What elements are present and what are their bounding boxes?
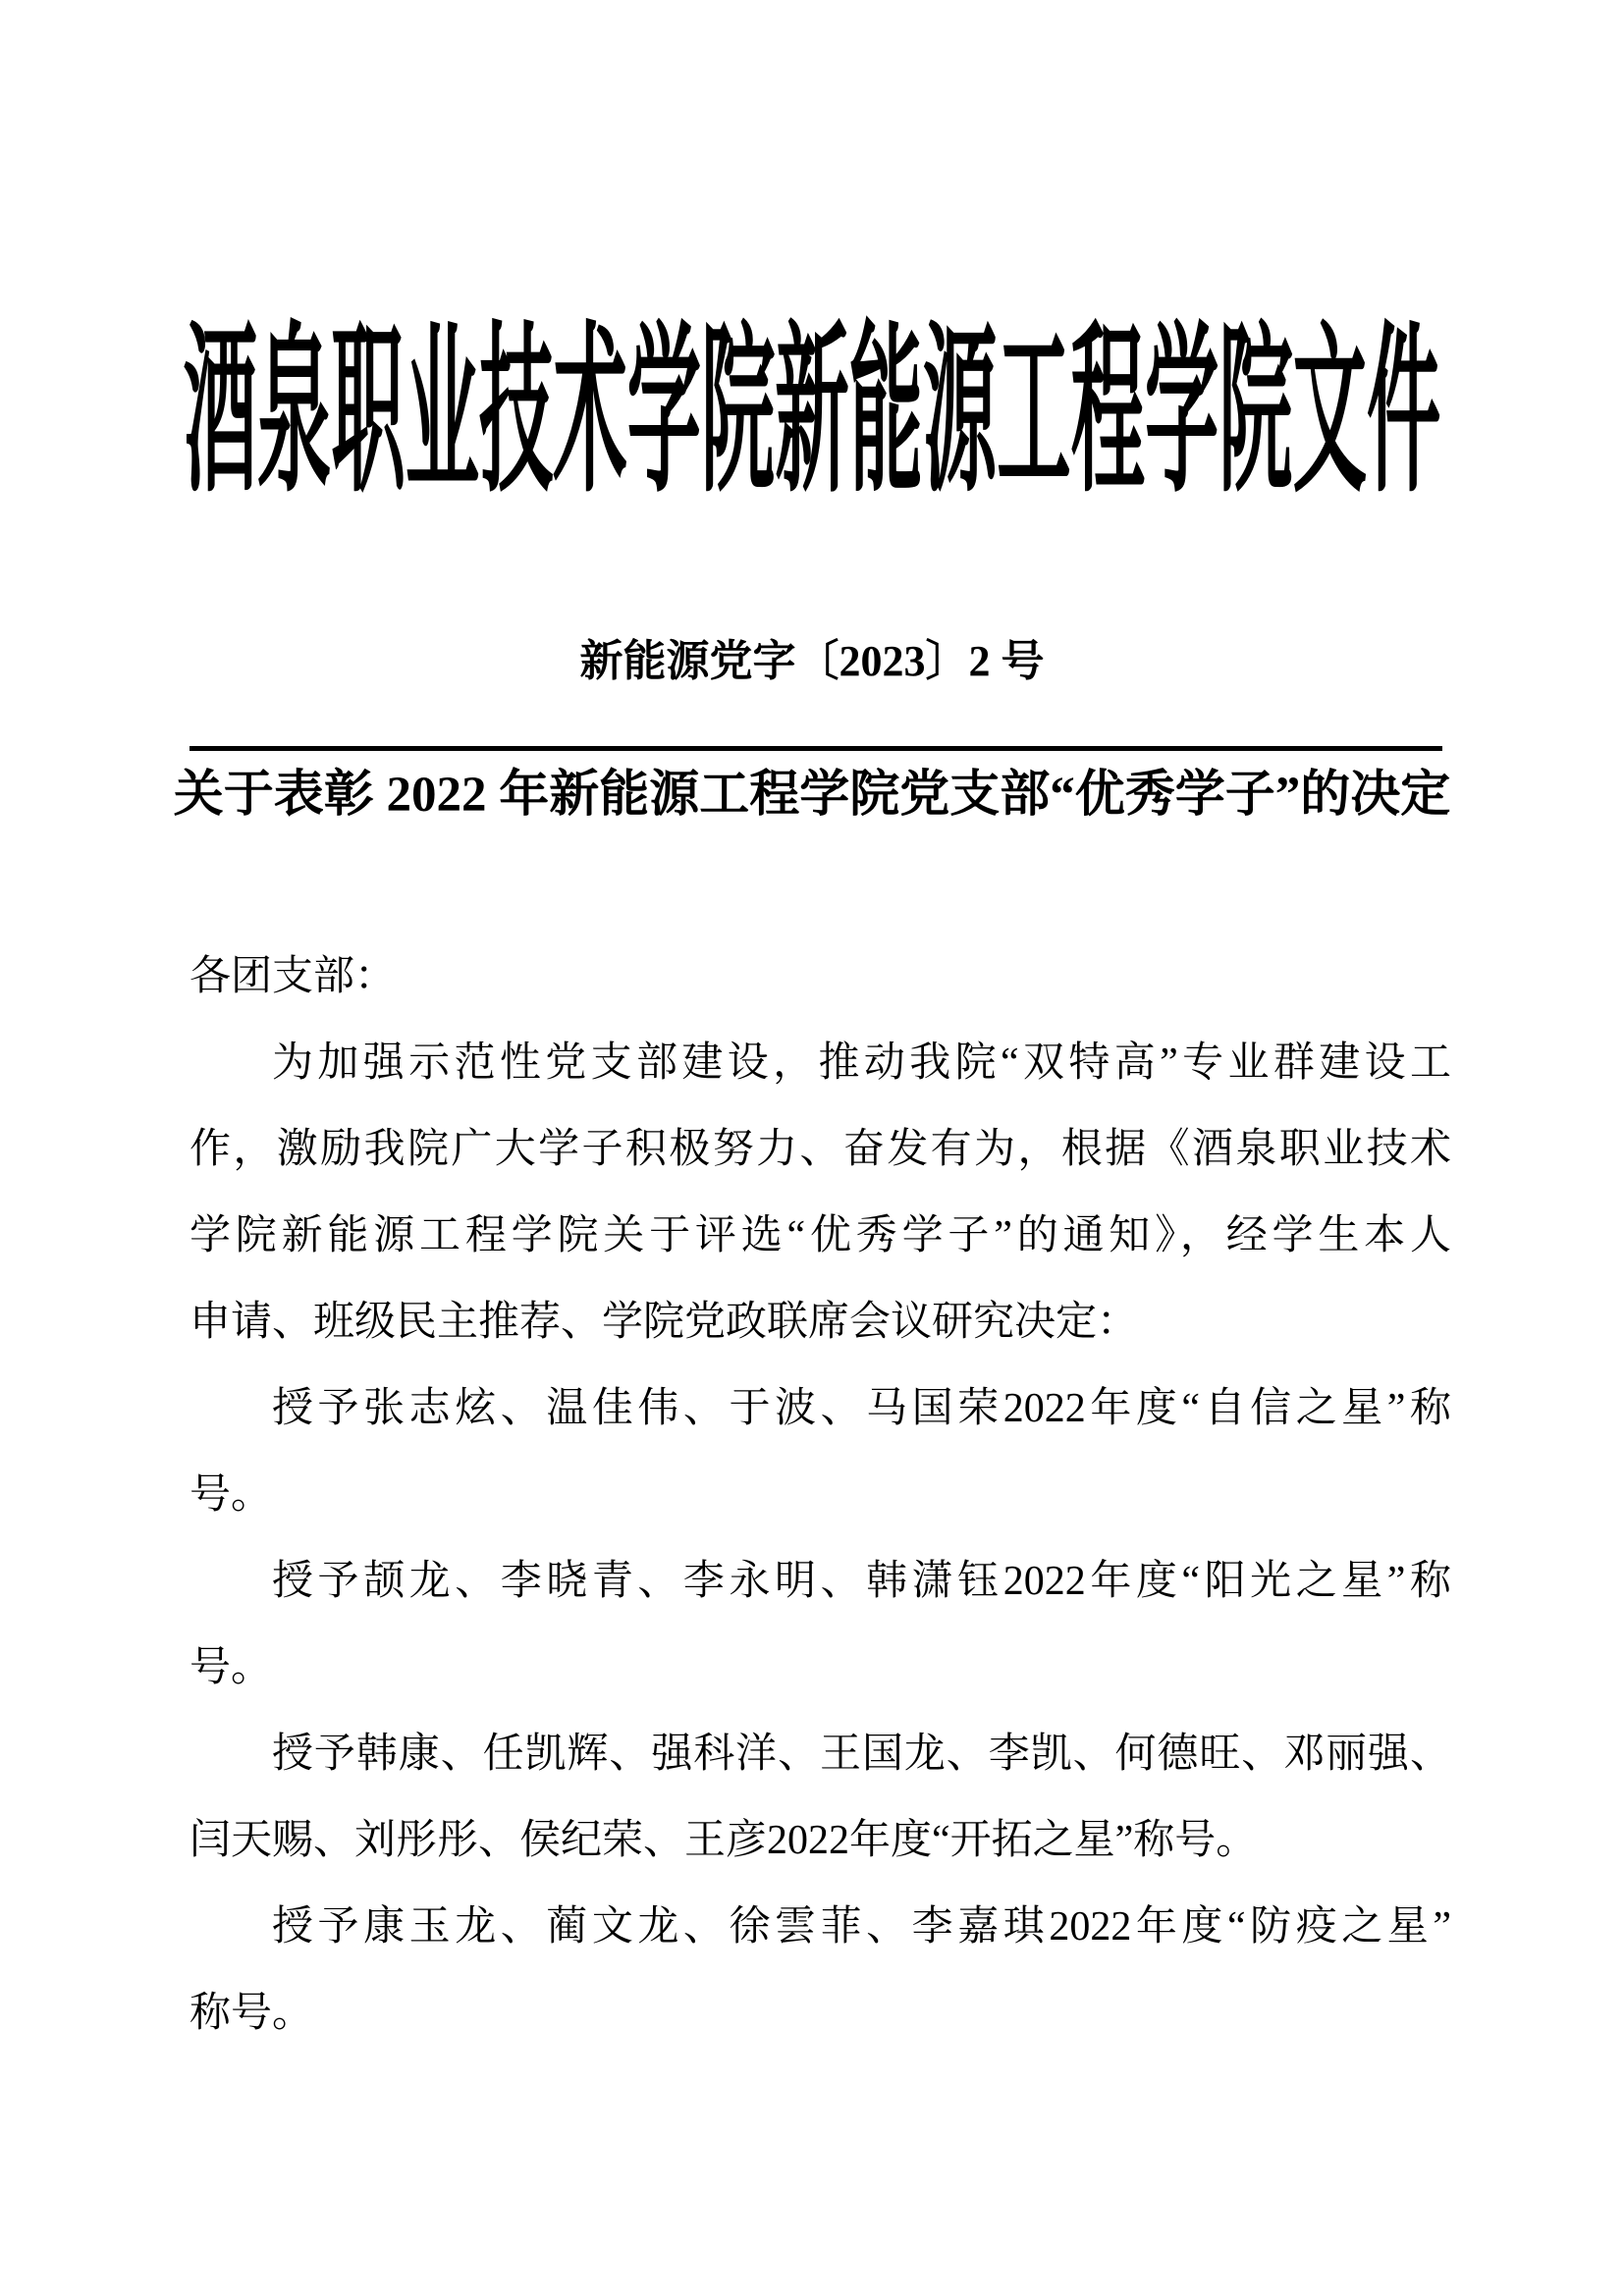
body-line: 学院新能源工程学院关于评选“优秀学子”的通知》，经学生本人 bbox=[189, 1213, 1451, 1258]
letterhead-banner-text: 酒泉职业技术学院新能源工程学院文件 bbox=[183, 312, 1441, 514]
body-line: 称号。 bbox=[189, 1991, 314, 2036]
body-line-salutation: 各团支部： bbox=[189, 954, 397, 999]
body-line: 申请、班级民主推荐、学院党政联席会议研究决定： bbox=[189, 1300, 1139, 1345]
body-line: 号。 bbox=[189, 1472, 273, 1518]
body-line: 授予康玉龙、蔺文龙、徐雲菲、李嘉琪2022年度“防疫之星” bbox=[272, 1904, 1451, 1949]
document-number: 新能源党字〔2023〕2 号 bbox=[579, 637, 1045, 685]
body-line: 授予韩康、任凯辉、强科洋、王国龙、李凯、何德旺、邓丽强、 bbox=[272, 1732, 1451, 1777]
letterhead-banner bbox=[0, 312, 1624, 514]
separator-rule bbox=[189, 746, 1442, 751]
body-line: 号。 bbox=[189, 1645, 273, 1690]
body-line: 为加强示范性党支部建设，推动我院“双特高”专业群建设工 bbox=[272, 1041, 1451, 1086]
body-line: 作，激励我院广大学子积极努力、奋发有为，根据《酒泉职业技术 bbox=[189, 1127, 1451, 1172]
document-body bbox=[189, 934, 1451, 2056]
document-title: 关于表彰 2022 年新能源工程学院党支部“优秀学子”的决定 bbox=[173, 768, 1451, 823]
body-line: 闫天赐、刘彤彤、侯纪荣、王彦2022年度“开拓之星”称号。 bbox=[189, 1818, 1258, 1863]
body-line: 授予颉龙、李晓青、李永明、韩潇钰2022年度“阳光之星”称 bbox=[272, 1559, 1451, 1604]
body-line: 授予张志炫、温佳伟、于波、马国荣2022年度“自信之星”称 bbox=[272, 1386, 1451, 1431]
